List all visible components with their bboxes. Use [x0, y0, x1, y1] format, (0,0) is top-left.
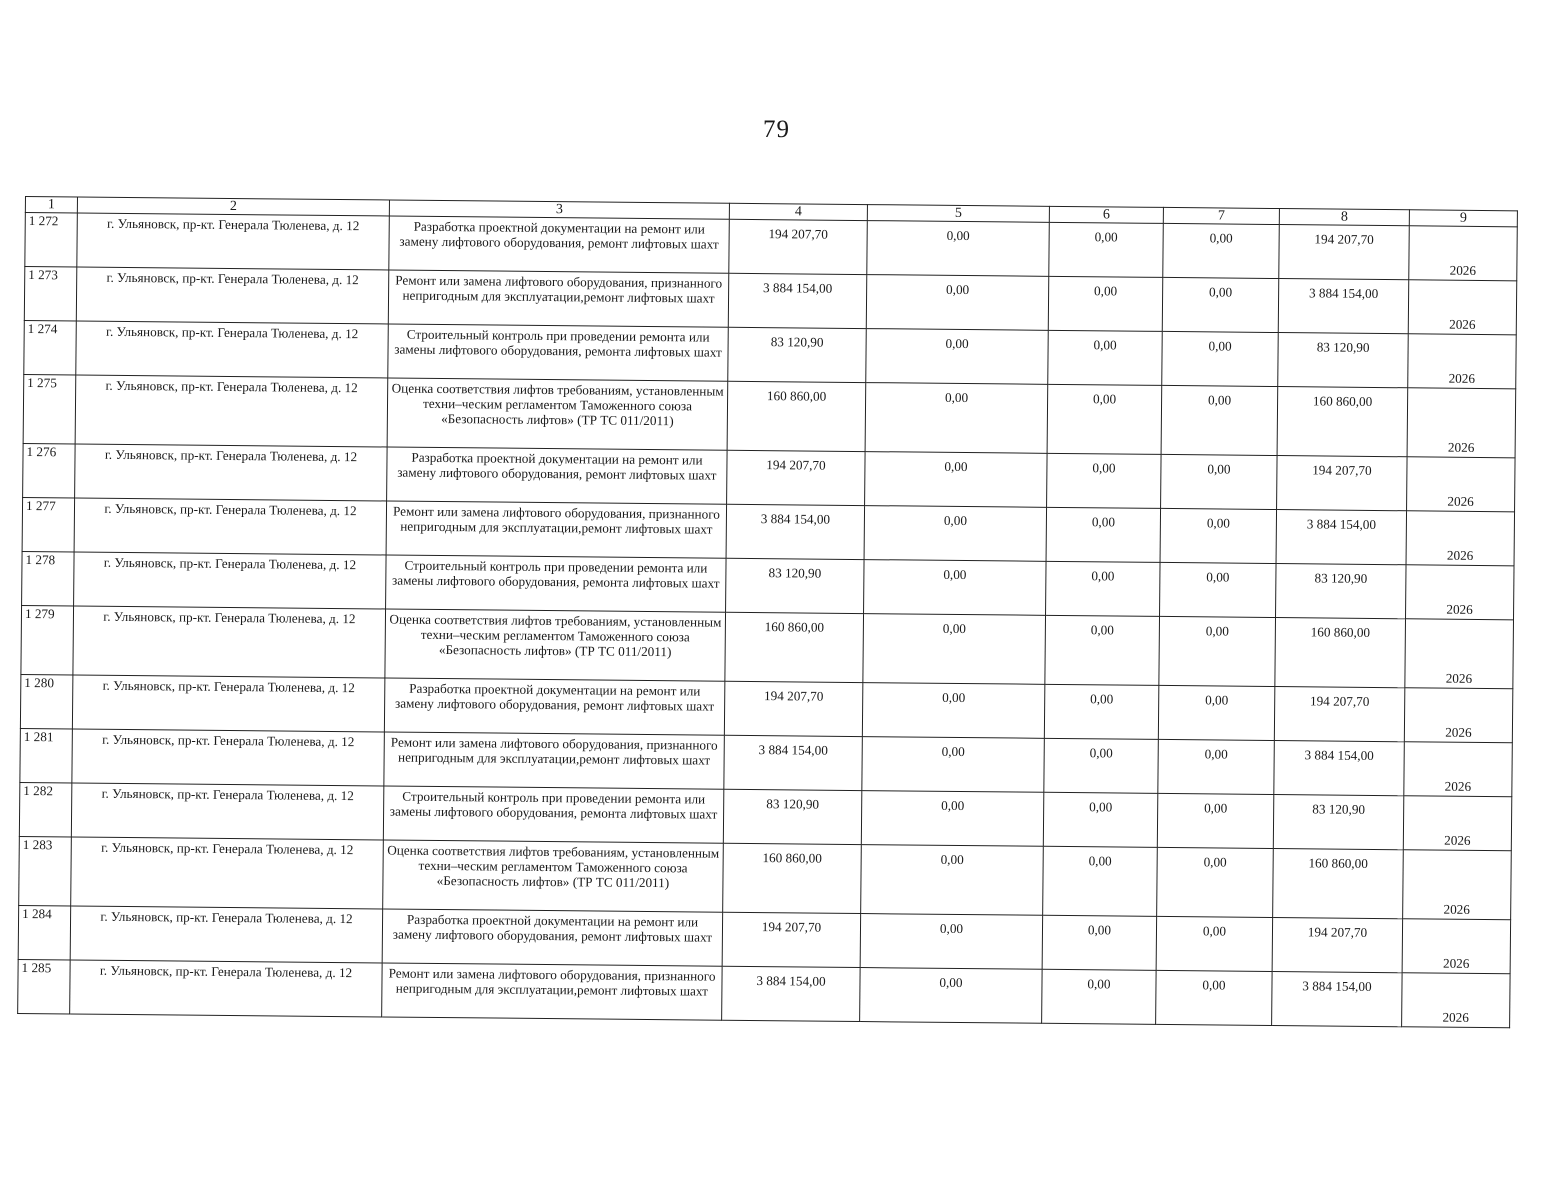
owners-cell: 0,00: [1156, 970, 1273, 1025]
row-number-cell: 1 275: [23, 374, 76, 443]
fund-cell: 0,00: [860, 914, 1043, 970]
total-cost-cell: 83 120,90: [728, 327, 867, 382]
column-header: 2: [77, 197, 389, 216]
budget-cell: 0,00: [1048, 330, 1163, 385]
address-cell: г. Ульяновск, пр-кт. Генерала Тюленева, д. 12: [75, 444, 388, 501]
other-sources-cell: 160 860,00: [1273, 849, 1404, 919]
budget-cell: 0,00: [1047, 453, 1162, 508]
row-number-cell: 1 278: [22, 551, 75, 605]
work-type-cell: Ремонт или замена лифтового оборудования, признанного непригодным для эксплуатации,ремонт лифтовых шахт: [388, 270, 729, 327]
row-number-cell: 1 274: [24, 320, 77, 374]
column-header: 6: [1049, 206, 1163, 223]
owners-cell: 0,00: [1160, 508, 1277, 563]
work-type-cell: Разработка проектной документации на ремонт или замену лифтового оборудования, ремонт лифтовых шахт: [387, 447, 728, 504]
other-sources-cell: 3 884 154,00: [1276, 510, 1407, 565]
owners-cell: 0,00: [1163, 223, 1280, 278]
table-container: [17, 196, 1517, 1028]
row-number-cell: 1 273: [24, 267, 77, 321]
budget-cell: 0,00: [1046, 561, 1161, 616]
fund-cell: 0,00: [866, 329, 1049, 385]
budget-cell: 0,00: [1049, 222, 1164, 277]
address-cell: г. Ульяновск, пр-кт. Генерала Тюленева, д. 12: [74, 498, 387, 555]
address-cell: г. Ульяновск, пр-кт. Генерала Тюленева, д. 12: [77, 213, 390, 270]
work-type-cell: Строительный контроль при проведении ремонта или замены лифтового оборудования, ремонта лифтовых шахт: [388, 324, 729, 381]
year-cell: 2026: [1409, 226, 1518, 281]
owners-cell: 0,00: [1161, 385, 1278, 455]
work-type-cell: Ремонт или замена лифтового оборудования, признанного непригодным для эксплуатации,ремонт лифтовых шахт: [384, 732, 725, 789]
owners-cell: 0,00: [1160, 562, 1277, 617]
fund-cell: 0,00: [864, 560, 1047, 616]
year-cell: 2026: [1408, 334, 1517, 389]
year-cell: 2026: [1402, 919, 1511, 974]
fund-cell: 0,00: [862, 683, 1045, 739]
other-sources-cell: 83 120,90: [1276, 564, 1407, 619]
total-cost-cell: 83 120,90: [726, 558, 865, 613]
budget-cell: 0,00: [1043, 792, 1158, 847]
year-cell: 2026: [1407, 457, 1516, 512]
year-cell: 2026: [1406, 511, 1515, 566]
work-type-cell: Строительный контроль при проведении ремонта или замены лифтового оборудования, ремонта лифтовых шахт: [386, 555, 727, 612]
other-sources-cell: 194 207,70: [1279, 225, 1410, 280]
work-type-cell: Строительный контроль при проведении ремонта или замены лифтового оборудования, ремонта лифтовых шахт: [383, 786, 724, 843]
row-number-cell: 1 272: [25, 213, 78, 267]
other-sources-cell: 83 120,90: [1273, 795, 1404, 850]
column-header: 1: [25, 197, 77, 213]
address-cell: г. Ульяновск, пр-кт. Генерала Тюленева, д. 12: [71, 837, 384, 909]
address-cell: г. Ульяновск, пр-кт. Генерала Тюленева, д. 12: [72, 729, 385, 786]
row-number-cell: 1 279: [21, 605, 74, 674]
page-number: 79: [763, 116, 790, 143]
address-cell: г. Ульяновск, пр-кт. Генерала Тюленева, д. 12: [70, 906, 383, 963]
total-cost-cell: 194 207,70: [727, 450, 866, 505]
total-cost-cell: 160 860,00: [723, 843, 862, 913]
row-number-cell: 1 280: [20, 674, 73, 728]
column-header: 5: [867, 205, 1049, 223]
row-number-cell: 1 282: [19, 782, 72, 836]
fund-cell: 0,00: [862, 737, 1045, 793]
budget-cell: 0,00: [1044, 738, 1159, 793]
owners-cell: 0,00: [1159, 616, 1276, 686]
total-cost-cell: 3 884 154,00: [728, 273, 867, 328]
work-type-cell: Разработка проектной документации на ремонт или замену лифтового оборудования, ремонт лифтовых шахт: [382, 909, 723, 966]
other-sources-cell: 83 120,90: [1278, 333, 1409, 388]
owners-cell: 0,00: [1157, 847, 1274, 917]
fund-cell: 0,00: [866, 275, 1049, 331]
other-sources-cell: 194 207,70: [1272, 918, 1403, 973]
other-sources-cell: 3 884 154,00: [1278, 279, 1409, 334]
total-cost-cell: 3 884 154,00: [722, 966, 861, 1021]
address-cell: г. Ульяновск, пр-кт. Генерала Тюленева, д. 12: [75, 375, 388, 447]
year-cell: 2026: [1404, 742, 1513, 797]
owners-cell: 0,00: [1158, 739, 1275, 794]
work-type-cell: Ремонт или замена лифтового оборудования, признанного непригодным для эксплуатации,ремонт лифтовых шахт: [382, 963, 723, 1020]
fund-cell: 0,00: [860, 968, 1043, 1024]
total-cost-cell: 194 207,70: [722, 912, 861, 967]
year-cell: 2026: [1408, 280, 1517, 335]
budget-cell: 0,00: [1042, 969, 1157, 1024]
budget-cell: 0,00: [1048, 276, 1163, 331]
work-type-cell: Разработка проектной документации на ремонт или замену лифтового оборудования, ремонт лифтовых шахт: [389, 216, 730, 273]
fund-cell: 0,00: [865, 383, 1048, 454]
work-type-cell: Оценка соответствия лифтов требованиям, установленным техни–ческим регламентом Таможенного союза «Безопасность лифтов» (ТР ТС 011/2011): [383, 840, 724, 912]
work-type-cell: Оценка соответствия лифтов требованиям, установленным техни–ческим регламентом Таможенного союза «Безопасность лифтов» (ТР ТС 011/2011): [387, 378, 728, 450]
total-cost-cell: 160 860,00: [727, 381, 866, 451]
fund-cell: 0,00: [863, 614, 1046, 685]
total-cost-cell: 83 120,90: [723, 789, 862, 844]
fund-cell: 0,00: [865, 452, 1048, 508]
other-sources-cell: 194 207,70: [1277, 456, 1408, 511]
other-sources-cell: 160 860,00: [1275, 618, 1406, 688]
other-sources-cell: 3 884 154,00: [1272, 972, 1403, 1027]
other-sources-cell: 160 860,00: [1277, 387, 1408, 457]
address-cell: г. Ульяновск, пр-кт. Генерала Тюленева, д. 12: [73, 606, 386, 678]
row-number-cell: 1 283: [19, 836, 72, 905]
budget-cell: 0,00: [1043, 846, 1158, 916]
owners-cell: 0,00: [1158, 685, 1275, 740]
work-type-cell: Разработка проектной документации на ремонт или замену лифтового оборудования, ремонт лифтовых шахт: [384, 678, 725, 735]
total-cost-cell: 3 884 154,00: [726, 504, 865, 559]
total-cost-cell: 194 207,70: [724, 681, 863, 736]
budget-cell: 0,00: [1047, 384, 1162, 454]
owners-cell: 0,00: [1162, 331, 1279, 386]
total-cost-cell: 194 207,70: [729, 219, 868, 274]
row-number-cell: 1 284: [18, 905, 71, 959]
other-sources-cell: 194 207,70: [1274, 687, 1405, 742]
address-cell: г. Ульяновск, пр-кт. Генерала Тюленева, д. 12: [70, 960, 383, 1017]
fund-cell: 0,00: [861, 845, 1044, 916]
address-cell: г. Ульяновск, пр-кт. Генерала Тюленева, д. 12: [71, 783, 384, 840]
row-number-cell: 1 281: [20, 728, 73, 782]
work-type-cell: Оценка соответствия лифтов требованиям, установленным техни–ческим регламентом Таможенного союза «Безопасность лифтов» (ТР ТС 011/2011): [385, 609, 726, 681]
column-header: 3: [389, 200, 729, 219]
fund-cell: 0,00: [861, 791, 1044, 847]
table-body: [18, 197, 1518, 1028]
owners-cell: 0,00: [1156, 916, 1273, 971]
work-type-cell: Ремонт или замена лифтового оборудования, признанного непригодным для эксплуатации,ремонт лифтовых шахт: [386, 501, 727, 558]
column-header: 8: [1279, 209, 1409, 226]
fund-cell: 0,00: [864, 506, 1047, 562]
address-cell: г. Ульяновск, пр-кт. Генерала Тюленева, д. 12: [74, 552, 387, 609]
owners-cell: 0,00: [1162, 277, 1279, 332]
owners-cell: 0,00: [1161, 454, 1278, 509]
row-number-cell: 1 276: [23, 443, 76, 497]
column-header: 7: [1163, 207, 1279, 224]
row-number-cell: 1 285: [18, 959, 71, 1013]
column-header: 9: [1409, 210, 1517, 227]
row-number-cell: 1 277: [22, 497, 75, 551]
year-cell: 2026: [1405, 619, 1514, 689]
year-cell: 2026: [1402, 973, 1511, 1028]
budget-cell: 0,00: [1046, 507, 1161, 562]
address-cell: г. Ульяновск, пр-кт. Генерала Тюленева, д. 12: [76, 267, 389, 324]
address-cell: г. Ульяновск, пр-кт. Генерала Тюленева, д. 12: [76, 321, 389, 378]
budget-cell: 0,00: [1042, 915, 1157, 970]
total-cost-cell: 3 884 154,00: [724, 735, 863, 790]
year-cell: 2026: [1407, 388, 1516, 458]
year-cell: 2026: [1406, 565, 1515, 620]
column-header: 4: [729, 203, 867, 220]
year-cell: 2026: [1403, 850, 1512, 920]
owners-cell: 0,00: [1157, 793, 1274, 848]
total-cost-cell: 160 860,00: [725, 612, 864, 682]
other-sources-cell: 3 884 154,00: [1274, 741, 1405, 796]
budget-cell: 0,00: [1045, 615, 1160, 685]
year-cell: 2026: [1404, 688, 1513, 743]
year-cell: 2026: [1403, 796, 1512, 851]
capital-repair-table: [17, 196, 1518, 1028]
budget-cell: 0,00: [1044, 684, 1159, 739]
address-cell: г. Ульяновск, пр-кт. Генерала Тюленева, д. 12: [72, 675, 385, 732]
fund-cell: 0,00: [867, 221, 1050, 277]
